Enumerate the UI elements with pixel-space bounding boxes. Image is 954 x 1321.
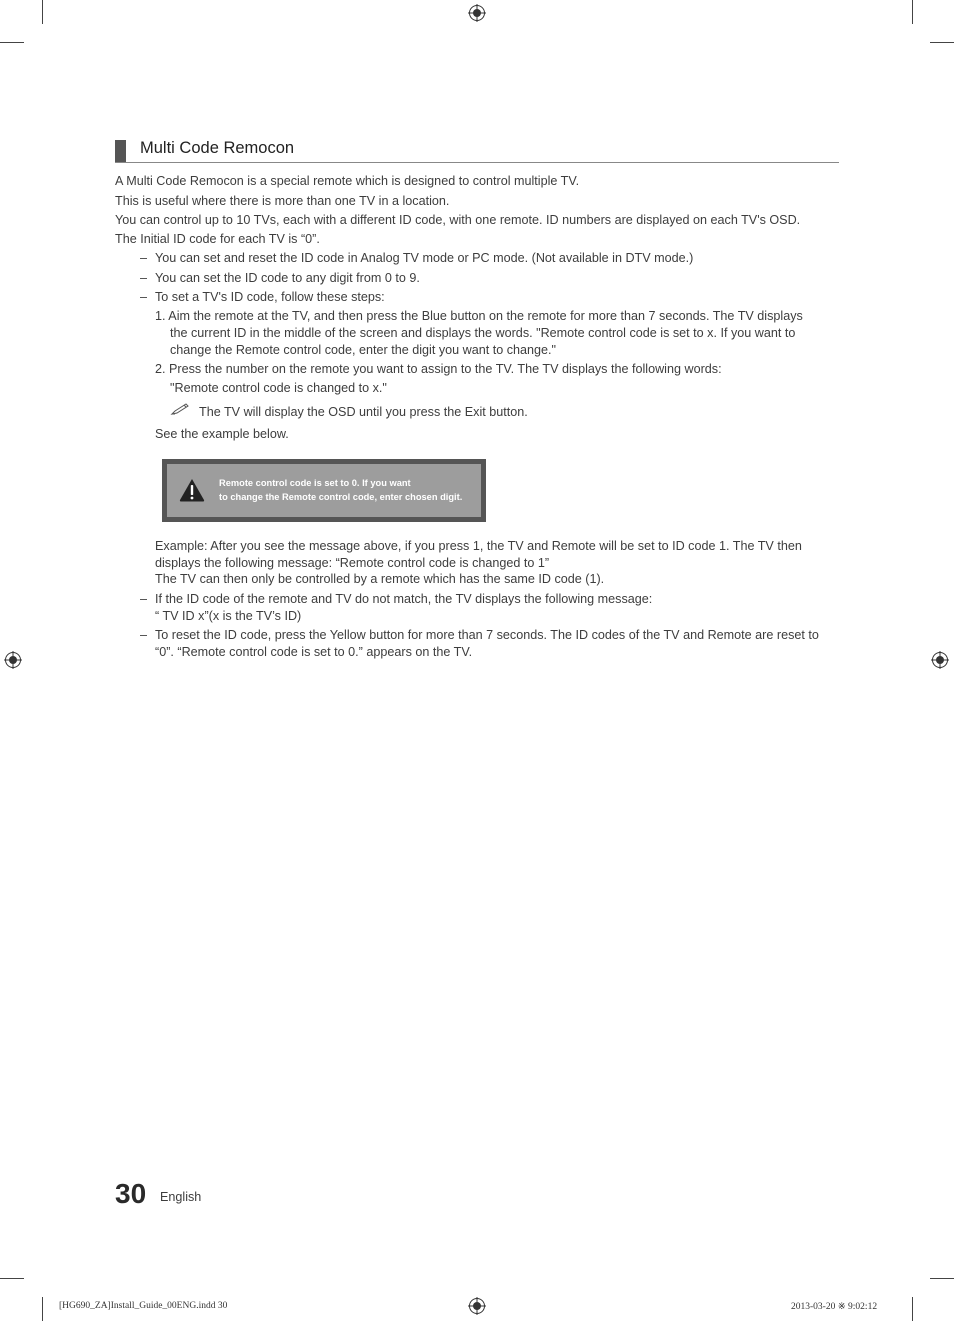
registration-mark-icon bbox=[4, 651, 22, 669]
section-marker bbox=[115, 140, 126, 162]
step-text: 1. Aim the remote at the TV, and then press the Blue button on the remote for more than 7 seconds. The TV displays bbox=[155, 309, 803, 323]
bullet-dash: – bbox=[140, 271, 148, 285]
intro-line: A Multi Code Remocon is a special remote which is designed to control multiple TV. bbox=[115, 174, 580, 188]
step-text: "Remote control code is changed to x." bbox=[170, 381, 387, 395]
osd-message-line: to change the Remote control code, enter chosen digit. bbox=[219, 492, 463, 502]
bullet-dash: – bbox=[140, 251, 148, 265]
title-divider bbox=[115, 162, 839, 163]
bullet-text: “0”. “Remote control code is set to 0.” appears on the TV. bbox=[155, 645, 473, 659]
crop-mark bbox=[0, 42, 24, 43]
crop-mark bbox=[930, 1278, 954, 1279]
example-text: displays the following message: “Remote control code is changed to 1” bbox=[155, 556, 550, 570]
step-text: 2. Press the number on the remote you want to assign to the TV. The TV displays the following words: bbox=[155, 362, 722, 376]
see-example-text: See the example below. bbox=[155, 427, 289, 441]
print-footer-file: [HG690_ZA]Install_Guide_00ENG.indd 30 bbox=[59, 1301, 228, 1311]
step-text: change the Remote control code, enter the digit you want to change." bbox=[170, 343, 557, 357]
intro-line: This is useful where there is more than one TV in a location. bbox=[115, 194, 450, 208]
crop-mark bbox=[42, 0, 43, 24]
section-title: Multi Code Remocon bbox=[140, 139, 295, 157]
bullet-text: To set a TV's ID code, follow these steps: bbox=[155, 290, 385, 304]
bullet-dash: – bbox=[140, 628, 148, 642]
intro-line: You can control up to 10 TVs, each with a different ID code, with one remote. ID numbers are displayed on each TV's OSD. bbox=[115, 213, 801, 227]
page-language: English bbox=[160, 1190, 202, 1204]
note-text: The TV will display the OSD until you press the Exit button. bbox=[199, 405, 528, 419]
warning-icon bbox=[179, 477, 205, 503]
crop-mark bbox=[912, 1297, 913, 1321]
osd-example-panel bbox=[167, 464, 481, 517]
step-text: the current ID in the middle of the screen and displays the words. "Remote control code is set to x. If you want to bbox=[170, 326, 796, 340]
print-footer-timestamp: 2013-03-20 ※ 9:02:12 bbox=[791, 1302, 878, 1312]
bullet-dash: – bbox=[140, 290, 148, 304]
registration-mark-icon bbox=[468, 4, 486, 22]
bullet-dash: – bbox=[140, 592, 148, 606]
intro-line: The Initial ID code for each TV is “0”. bbox=[115, 232, 320, 246]
osd-message-line: Remote control code is set to 0. If you want bbox=[219, 478, 411, 488]
example-text: The TV can then only be controlled by a remote which has the same ID code (1). bbox=[155, 572, 605, 586]
bullet-text: You can set and reset the ID code in Analog TV mode or PC mode. (Not available in DTV mode.) bbox=[155, 251, 694, 265]
bullet-text: To reset the ID code, press the Yellow button for more than 7 seconds. The ID codes of the TV and Remote are reset to bbox=[155, 628, 819, 642]
crop-mark bbox=[0, 1278, 24, 1279]
crop-mark bbox=[42, 1297, 43, 1321]
crop-mark bbox=[930, 42, 954, 43]
page-number: 30 bbox=[115, 1178, 147, 1209]
crop-mark bbox=[912, 0, 913, 24]
bullet-text: “ TV ID x”(x is the TV’s ID) bbox=[155, 609, 302, 623]
bullet-text: If the ID code of the remote and TV do not match, the TV displays the following message: bbox=[155, 592, 653, 606]
registration-mark-icon bbox=[468, 1297, 486, 1315]
note-pencil-icon bbox=[170, 402, 190, 416]
registration-mark-icon bbox=[931, 651, 949, 669]
bullet-text: You can set the ID code to any digit from 0 to 9. bbox=[155, 271, 420, 285]
example-text: Example: After you see the message above, if you press 1, the TV and Remote will be set to ID code 1. The TV then bbox=[155, 539, 802, 553]
